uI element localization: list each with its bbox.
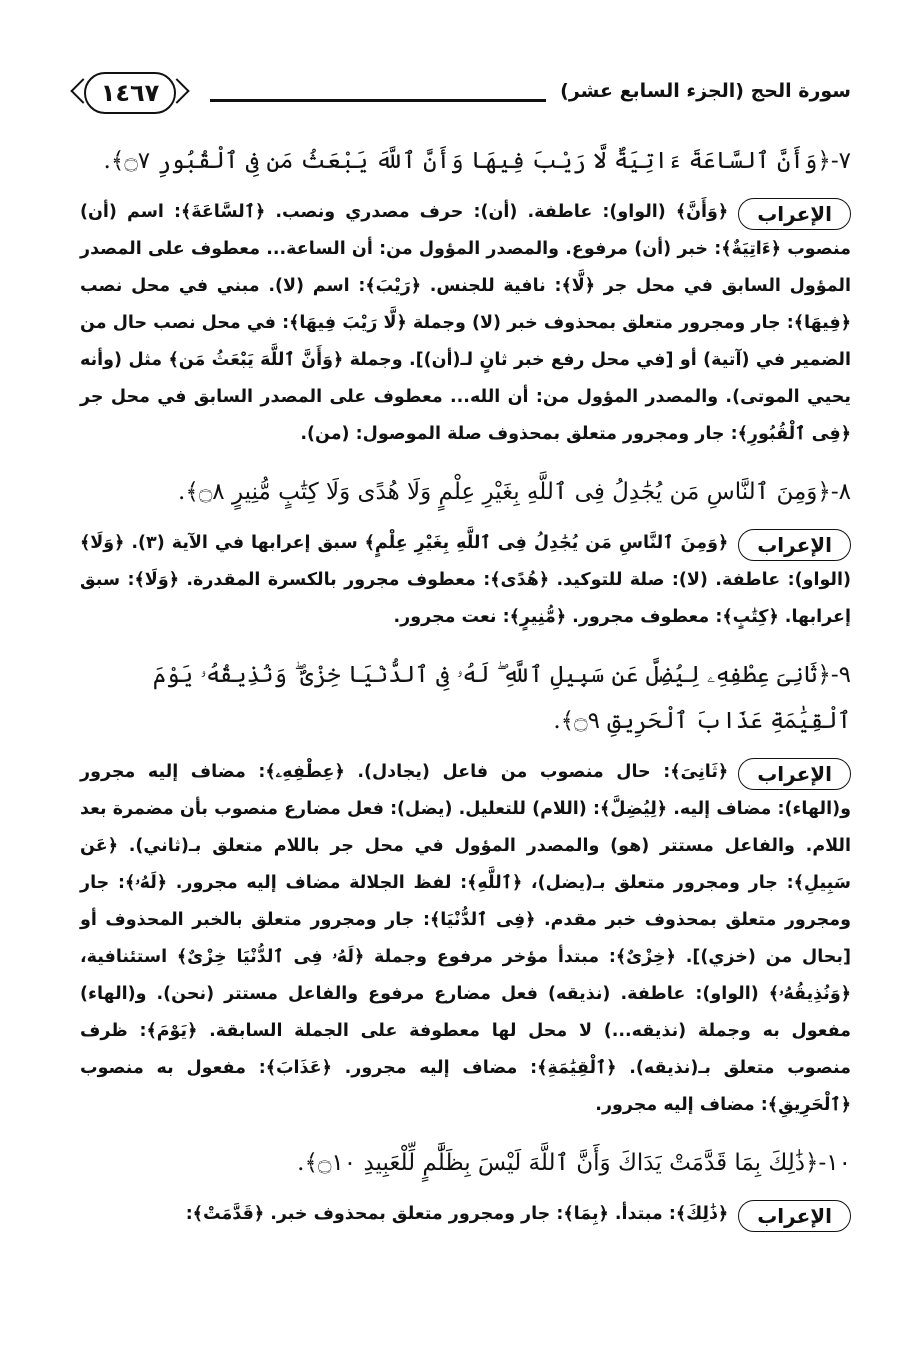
irab-label: الإعراب xyxy=(738,198,851,230)
verse-section-7 xyxy=(80,138,851,453)
irab-label: الإعراب xyxy=(738,529,851,561)
verse-text: ٧-﴿وَأَنَّ ٱلسَّاعَةَ ءَاتِيَةٌ لَّا رَيْبَ فِيهَا وَأَنَّ ٱللَّهَ يَبْعَثُ مَن فِى ٱلْقُبُورِ ۝٧﴾. xyxy=(103,148,851,174)
header-rule xyxy=(210,99,546,102)
irab-explanation: ﴿ذَٰلِكَ﴾: مبتدأ. ﴿بِمَا﴾: جار ومجرور متعلق بمحذوف خبر. ﴿قَدَّمَتْ﴾: xyxy=(185,1204,729,1224)
irab-explanation: ﴿ثَانِىَ﴾: حال منصوب من فاعل (يجادل). ﴿عِطْفِهِۦ﴾: مضاف إليه مجرور و(الهاء): مضاف إليه. ﴿لِيُضِلَّ﴾: (اللام) للتعليل. (يضل): فعل مضارع منصوب بأن مضمرة بعد اللام. والفاعل مستتر (هو) والمصدر المؤول في محل جر باللام متعلق بـ(ثاني). ﴿عَن سَبِيلِ﴾: جار ومجرور متعلق بـ(يضل)، ﴿ٱللَّهِ﴾: لفظ الجلالة مضاف إليه مجرور. ﴿لَهُۥ﴾: جار ومجرور متعلق بمحذوف خبر مقدم. ﴿فِى ٱلدُّنْيَا﴾: جار ومجرور متعلق بالخبر المحذوف أو [بحال من (خزي)]. ﴿خِزْىٌ﴾: مبتدأ مؤخر مرفوع وجملة ﴿لَهُۥ فِى ٱلدُّنْيَا خِزْىٌ﴾ استئنافية، ﴿وَنُذِيقُهُۥ﴾ (الواو): عاطفة. (نذيقه) فعل مضارع مرفوع والفاعل مستتر (نحن). و(الهاء) مفعول به وجملة (نذيقه...) لا محل لها معطوفة على الجملة السابقة. ﴿يَوْمَ﴾: ظرف منصوب متعلق بـ(نذيقه). ﴿ٱلْقِيَٰمَةِ﴾: مضاف إليه مجرور. ﴿عَذَابَ﴾: مفعول به منصوب ﴿ٱلْحَرِيقِ﴾: مضاف إليه مجرور. xyxy=(80,762,851,1115)
page-number-badge: ١٤٦٧ xyxy=(84,72,176,114)
irab-explanation: ﴿وَمِنَ ٱلنَّاسِ مَن يُجَٰدِلُ فِى ٱللَّهِ بِغَيْرِ عِلْمٍ﴾ سبق إعرابها في الآية (٣). ﴿وَلَا﴾ (الواو): عاطفة. (لا): صلة للتوكيد. ﴿هُدًى﴾: معطوف مجرور بالكسرة المقدرة. ﴿وَلَا﴾: سبق إعرابها. ﴿كِتَٰبٍ﴾: معطوف مجرور. ﴿مُّنِيرٍ﴾: نعت مجرور. xyxy=(80,533,851,627)
verse-section-8 xyxy=(80,469,851,636)
irab-label: الإعراب xyxy=(738,758,851,790)
page-title: سورة الحج (الجزء السابع عشر) xyxy=(560,80,851,102)
page-header xyxy=(70,62,851,122)
irab-label: الإعراب xyxy=(738,1200,851,1232)
verse-text: ٨-﴿وَمِنَ ٱلنَّاسِ مَن يُجَٰدِلُ فِى ٱللَّهِ بِغَيْرِ عِلْمٍ وَلَا هُدًى وَلَا كِتَٰبٍ مُّنِيرٍ ۝٨﴾. xyxy=(178,479,851,505)
irab-explanation: ﴿وَأَنَّ﴾ (الواو): عاطفة. (أن): حرف مصدري ونصب. ﴿ٱلسَّاعَةَ﴾: اسم (أن) منصوب ﴿ءَاتِيَةٌ﴾: خبر (أن) مرفوع. والمصدر المؤول من: أن الساعة... معطوف على المصدر المؤول السابق في محل جر ﴿لَّا﴾: نافية للجنس. ﴿رَيْبَ﴾: اسم (لا). مبني في محل نصب ﴿فِيهَا﴾: جار ومجرور متعلق بمحذوف خبر (لا) وجملة ﴿لَّا رَيْبَ فِيهَا﴾: في محل نصب حال من الضمير في (آتية) أو [في محل رفع خبر ثانٍ لـ(أن)]. وجملة ﴿وَأَنَّ ٱللَّهَ يَبْعَثُ مَن﴾ مثل (وأنه يحيي الموتى). والمصدر المؤول من: أن الله... معطوف على المصدر السابق في محل جر ﴿فِى ٱلْقُبُورِ﴾: جار ومجرور متعلق بمحذوف صلة الموصول: (من). xyxy=(80,202,851,444)
verse-section-9 xyxy=(80,652,851,1124)
verse-section-10 xyxy=(80,1140,851,1233)
verse-text: ١٠-﴿ذَٰلِكَ بِمَا قَدَّمَتْ يَدَاكَ وَأَنَّ ٱللَّهَ لَيْسَ بِظَلَّٰمٍ لِّلْعَبِيدِ ۝١٠﴾. xyxy=(297,1150,851,1176)
verse-text: ٩-﴿ثَانِىَ عِطْفِهِۦ لِيُضِلَّ عَن سَبِيلِ ٱللَّهِ ۖ لَهُۥ فِى ٱلدُّنْيَا خِزْىٌ ۖ وَنُذِيقُهُۥ يَوْمَ ٱلْقِيَٰمَةِ عَذَابَ ٱلْحَرِيقِ ۝٩﴾. xyxy=(152,662,851,734)
page-content xyxy=(80,138,851,1249)
